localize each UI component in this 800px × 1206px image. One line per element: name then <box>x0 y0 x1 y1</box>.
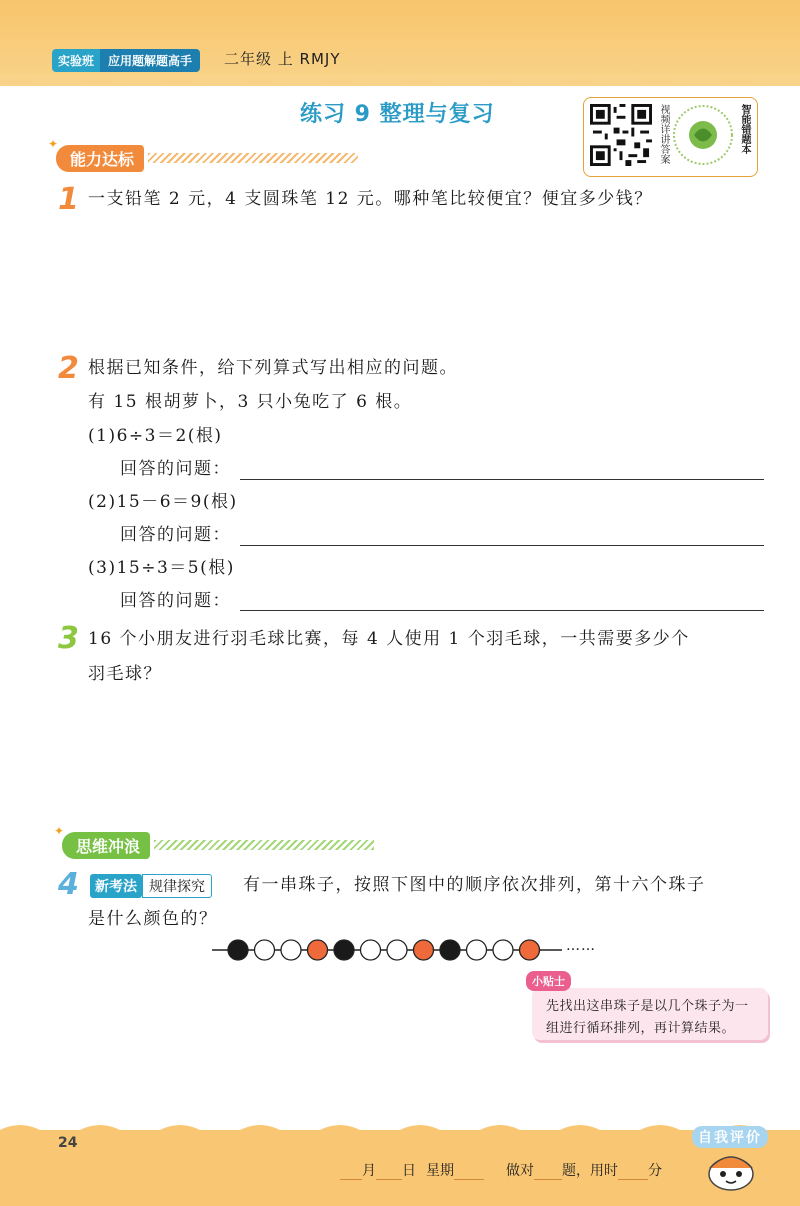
question-2-prompt-2: 回答的问题： <box>120 525 231 545</box>
question-2-formula-1: (1)6÷3＝2(根) <box>88 426 223 446</box>
questions-time-label: 题，用时 <box>562 1163 618 1179</box>
top-banner-wave <box>0 74 800 98</box>
weekday-label: 星期 <box>426 1163 454 1179</box>
bead-orange <box>414 940 434 960</box>
self-evaluation-label: 自我评价 <box>692 1126 768 1148</box>
bead-white <box>493 940 513 960</box>
answer-line-1[interactable] <box>240 479 764 480</box>
question-3-line-1: 16 个小朋友进行羽毛球比赛，每 4 人使用 1 个羽毛球，一共需要多少个 <box>88 629 690 649</box>
series-badge <box>52 49 200 71</box>
sparkle-icon: ✦ <box>48 136 59 151</box>
section-ability <box>48 136 358 171</box>
bead-black <box>228 940 248 960</box>
question-2-condition: 有 15 根胡萝卜，3 只小兔吃了 6 根。 <box>88 392 413 412</box>
self-evaluation-face-icon[interactable] <box>706 1148 756 1192</box>
grade-label: 二年级 上 RMJY <box>224 50 341 68</box>
question-2-prompt-3: 回答的问题： <box>120 591 231 611</box>
weekday-blank[interactable] <box>454 1165 484 1180</box>
month-blank[interactable] <box>340 1165 362 1180</box>
question-4-number: 4 <box>58 867 79 902</box>
tip-line-1: 先找出这串珠子是以几个珠子为一 <box>546 999 749 1014</box>
video-answer-label: 视频详讲答案 <box>658 104 669 164</box>
qr-code-icon[interactable] <box>590 104 652 166</box>
study-record <box>340 1160 662 1180</box>
bead-white <box>255 940 275 960</box>
bead-ellipsis: …… <box>566 938 596 954</box>
question-1-text: 一支铅笔 2 元，4 支圆珠笔 12 元。哪种笔比较便宜？便宜多少钱？ <box>88 189 653 209</box>
page-number: 24 <box>58 1135 78 1151</box>
tip-text <box>546 996 749 1040</box>
tip-line-2: 组进行循环排列，再计算结果。 <box>546 1021 736 1036</box>
bead-white <box>387 940 407 960</box>
question-4-tags <box>90 874 212 898</box>
question-3-line-2: 羽毛球？ <box>88 664 162 684</box>
tip-label: 小贴士 <box>526 971 571 991</box>
answer-line-3[interactable] <box>240 610 764 611</box>
correct-count-blank[interactable] <box>534 1165 562 1180</box>
wrong-question-book-label: 智能错题本 <box>739 104 750 154</box>
month-label: 月 <box>362 1163 376 1179</box>
sparkle-icon: ✦ <box>54 823 65 838</box>
question-1-number: 1 <box>58 182 79 217</box>
question-4-line-1: 有一串珠子，按照下图中的顺序依次排列，第十六个珠子 <box>243 875 706 895</box>
question-2-formula-3: (3)15÷3＝5(根) <box>88 558 235 578</box>
bead-white <box>467 940 487 960</box>
section-thinking <box>54 823 374 858</box>
question-2-intro: 根据已知条件，给下列算式写出相应的问题。 <box>88 358 458 378</box>
bead-orange <box>308 940 328 960</box>
new-exam-tag: 新考法 <box>90 874 142 898</box>
question-3-number: 3 <box>58 621 79 656</box>
minutes-label: 分 <box>648 1163 662 1179</box>
page-title: 练习 9 整理与复习 <box>300 102 495 127</box>
bead-white <box>281 940 301 960</box>
wrong-question-book-icon[interactable] <box>672 104 734 166</box>
answer-line-2[interactable] <box>240 545 764 546</box>
series-name-part2: 应用题解题高手 <box>100 49 200 72</box>
section-ability-label: ✦ 能力达标 <box>56 145 144 172</box>
section-thinking-label: ✦ 思维冲浪 <box>62 832 150 859</box>
bead-white <box>361 940 381 960</box>
section-ability-stripe <box>148 153 358 163</box>
bead-orange <box>520 940 540 960</box>
series-name-part1: 实验班 <box>52 49 100 72</box>
question-2-prompt-1: 回答的问题： <box>120 459 231 479</box>
day-label: 日 <box>402 1163 416 1179</box>
question-2-formula-2: (2)15－6＝9(根) <box>88 492 238 512</box>
correct-label: 做对 <box>506 1163 534 1179</box>
question-4-line-2: 是什么颜色的？ <box>88 909 218 929</box>
bead-black <box>440 940 460 960</box>
pattern-explore-tag: 规律探究 <box>142 874 212 898</box>
time-blank[interactable] <box>618 1165 648 1180</box>
bead-black <box>334 940 354 960</box>
question-2-number: 2 <box>58 351 79 386</box>
section-thinking-stripe <box>154 840 374 850</box>
day-blank[interactable] <box>376 1165 402 1180</box>
